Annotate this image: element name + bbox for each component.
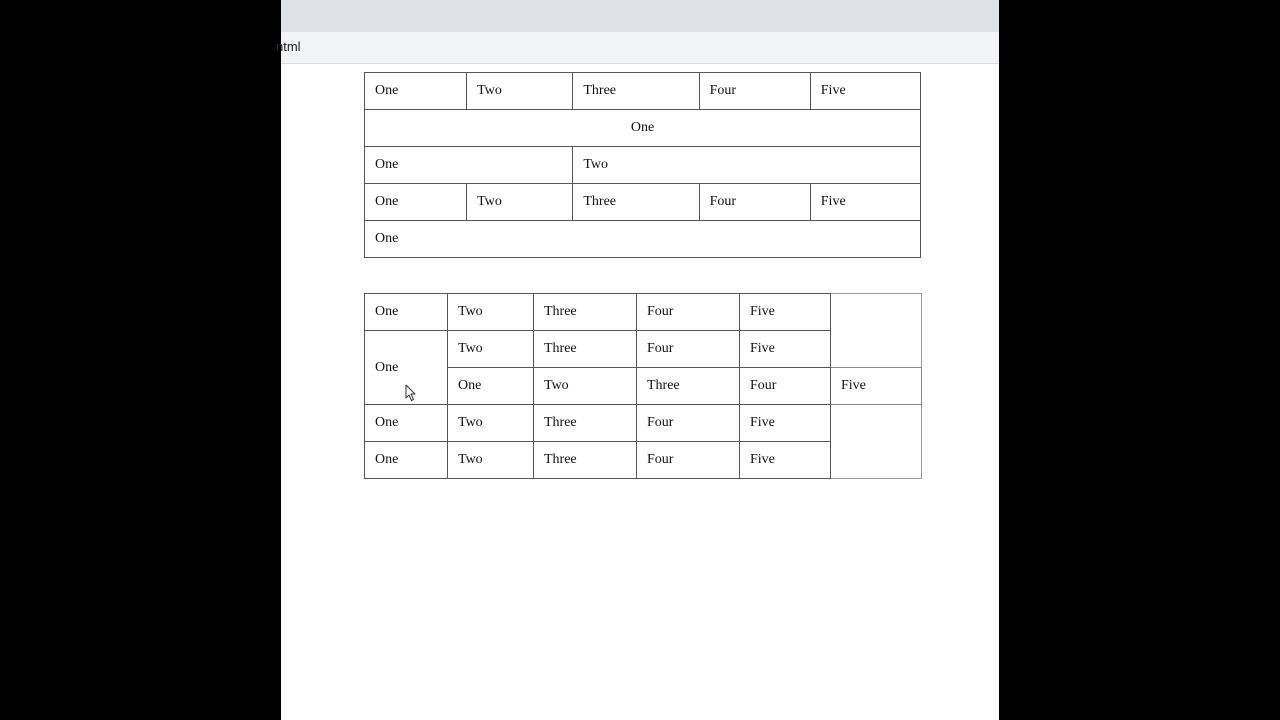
table-cell: Three	[534, 442, 637, 479]
table-cell: Four	[740, 368, 831, 405]
table-row	[365, 405, 922, 442]
table-cell: Four	[637, 331, 740, 368]
table-cell: One	[448, 368, 534, 405]
table-cell: One	[365, 442, 448, 479]
table-cell: Four	[699, 184, 810, 221]
table-cell-colspan-5: One	[365, 110, 921, 147]
table-cell-colspan-5: One	[365, 221, 921, 258]
table-cell: Five	[740, 405, 831, 442]
table-cell: Two	[448, 294, 534, 331]
table-cell: Five	[810, 73, 920, 110]
empty-cell	[831, 294, 922, 331]
table-cell-colspan-2: One	[365, 147, 573, 184]
table-cell: Two	[448, 405, 534, 442]
page-viewport	[281, 64, 999, 720]
table-cell: Three	[534, 331, 637, 368]
table-cell: Four	[637, 442, 740, 479]
table-cell-colspan-3: Two	[573, 147, 921, 184]
table-cell: Two	[448, 442, 534, 479]
address-bar[interactable]	[276, 32, 999, 64]
table-row	[365, 110, 921, 147]
table-cell: One	[365, 184, 467, 221]
table-row	[365, 73, 921, 110]
table-cell: Two	[467, 184, 573, 221]
table-row	[365, 294, 922, 331]
url-text[interactable]: ntml	[276, 39, 301, 54]
mouse-pointer-icon	[405, 384, 417, 402]
table-cell: One	[365, 294, 448, 331]
table-row	[365, 442, 922, 479]
colspan-table	[364, 72, 921, 258]
table-row	[365, 184, 921, 221]
table-cell-overflow: Five	[831, 368, 922, 405]
table-cell: Three	[573, 184, 699, 221]
table-cell: Two	[534, 368, 637, 405]
table-cell: Five	[740, 331, 831, 368]
table-row	[365, 147, 921, 184]
empty-cell	[831, 405, 922, 442]
table-cell: Three	[637, 368, 740, 405]
table-cell: Four	[637, 294, 740, 331]
table-cell: Two	[467, 73, 573, 110]
table-cell: Five	[740, 294, 831, 331]
table-cell: One	[365, 405, 448, 442]
table-cell: Five	[810, 184, 920, 221]
table-cell: Five	[740, 442, 831, 479]
browser-window	[276, 0, 999, 720]
table-cell: One	[365, 73, 467, 110]
empty-cell	[831, 331, 922, 368]
table-cell: Three	[534, 405, 637, 442]
rowspan-table	[364, 293, 922, 479]
table-row	[365, 221, 921, 258]
table-cell-rowspan-2: One	[365, 331, 448, 405]
table-cell: Four	[637, 405, 740, 442]
table-row	[365, 331, 922, 368]
table-cell: Two	[448, 331, 534, 368]
empty-cell	[831, 442, 922, 479]
table-cell: Four	[699, 73, 810, 110]
tab-strip	[281, 0, 999, 32]
table-cell: Three	[534, 294, 637, 331]
table-cell: Three	[573, 73, 699, 110]
table-row	[365, 368, 922, 405]
